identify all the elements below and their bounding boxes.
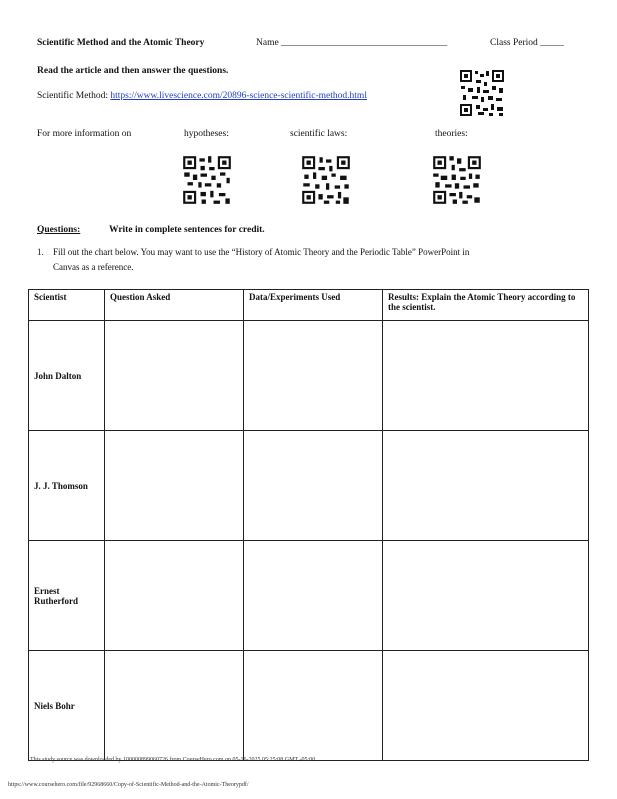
question-1-line1: Fill out the chart below. You may want to use the “History of Atomic Theory and the Periodic Table” PowerPoint in	[53, 247, 470, 257]
answer-cell[interactable]	[105, 431, 244, 541]
qr-code-icon[interactable]	[458, 68, 506, 118]
article-link[interactable]: https://www.livescience.com/20896-science-scientific-method.html	[110, 91, 367, 101]
answer-cell[interactable]	[244, 431, 383, 541]
column-header-question: Question Asked	[105, 290, 244, 321]
atomic-theory-chart	[28, 289, 589, 761]
questions-note: Write in complete sentences for credit.	[109, 225, 265, 235]
answer-cell[interactable]	[244, 321, 383, 431]
column-header-scientist: Scientist	[29, 290, 105, 321]
article-line	[37, 91, 367, 101]
table-header-row	[29, 290, 589, 321]
answer-cell[interactable]	[383, 541, 589, 651]
topic-hypotheses: hypotheses:	[184, 129, 229, 139]
answer-cell[interactable]	[105, 541, 244, 651]
answer-cell[interactable]	[105, 651, 244, 761]
column-header-data: Data/Experiments Used	[244, 290, 383, 321]
qr-code-icon[interactable]	[431, 154, 483, 206]
article-label: Scientific Method:	[37, 91, 111, 101]
scientist-rutherford: Ernest Rutherford	[29, 541, 105, 651]
column-header-results: Results: Explain the Atomic Theory according to the scientist.	[383, 290, 589, 321]
topic-theories: theories:	[435, 129, 468, 139]
answer-cell[interactable]	[383, 651, 589, 761]
table-row	[29, 321, 589, 431]
footer-source: This study source was downloaded by 100000899060726 from CourseHero.com on 05-16-2025 05:25:08 GMT -05:00	[30, 757, 316, 763]
table-row	[29, 651, 589, 761]
question-1-line2: Canvas as a reference.	[53, 262, 134, 272]
answer-cell[interactable]	[383, 431, 589, 541]
answer-cell[interactable]	[244, 651, 383, 761]
table-row	[29, 431, 589, 541]
qr-code-icon[interactable]	[300, 154, 352, 206]
qr-code-icon[interactable]	[181, 154, 233, 206]
topic-scientific-laws: scientific laws:	[290, 129, 348, 139]
answer-cell[interactable]	[244, 541, 383, 651]
questions-heading: Questions:	[37, 225, 81, 235]
table-row	[29, 541, 589, 651]
question-number: 1.	[37, 247, 44, 257]
scientist-dalton: John Dalton	[29, 321, 105, 431]
class-period-field[interactable]: Class Period _____	[490, 38, 564, 48]
scientist-bohr: Niels Bohr	[29, 651, 105, 761]
page-title: Scientific Method and the Atomic Theory	[37, 38, 205, 48]
instructions: Read the article and then answer the questions.	[37, 66, 229, 76]
answer-cell[interactable]	[105, 321, 244, 431]
scientist-thomson: J. J. Thomson	[29, 431, 105, 541]
name-field[interactable]: Name ___________________________________	[256, 38, 448, 48]
answer-cell[interactable]	[383, 321, 589, 431]
footer-url[interactable]: https://www.coursehero.com/file/92968660/Copy-of-Scientific-Method-and-the-Atomic-Theorypdf/	[8, 782, 249, 788]
more-info-label: For more information on	[37, 129, 132, 139]
